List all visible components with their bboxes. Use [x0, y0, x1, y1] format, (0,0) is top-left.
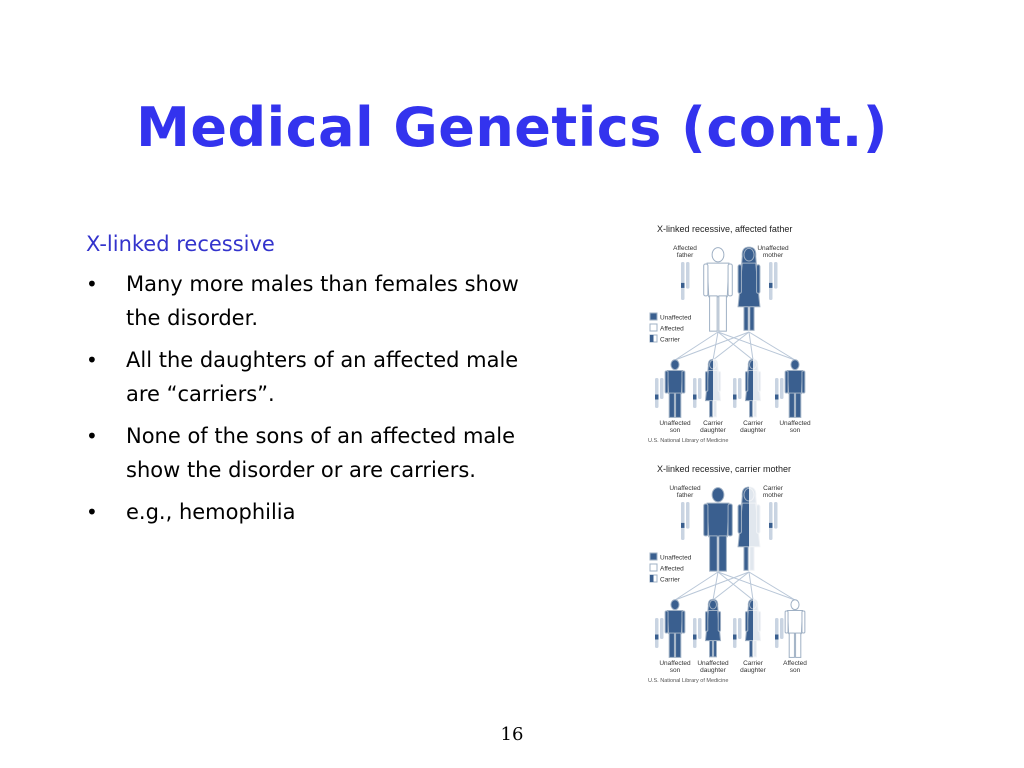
- person-body: [787, 610, 802, 633]
- chromosome: [733, 378, 737, 408]
- person-arm: [682, 371, 685, 393]
- bullet-text: All the daughters of an affected male are “carriers”.: [126, 348, 519, 406]
- person-head: [791, 360, 799, 370]
- bullet-text: None of the sons of an affected male show the disorder or are carriers.: [126, 424, 516, 482]
- parent-chromosomes: [769, 502, 778, 540]
- person-arm: [718, 612, 720, 632]
- person-leg: [744, 547, 748, 571]
- parent-label: mother: [762, 252, 784, 259]
- parent-figure: [704, 248, 733, 332]
- chromosome: [774, 502, 778, 529]
- child-chromosomes: [733, 618, 742, 648]
- child-figure: [745, 599, 761, 658]
- child-label: son: [669, 427, 681, 434]
- legend-swatch: [650, 313, 657, 320]
- carrier-half-overlay: [753, 599, 762, 658]
- parent-figure: [704, 488, 733, 572]
- legend-swatch-half: [650, 575, 654, 582]
- person-body: [667, 370, 682, 393]
- chromosome: [693, 618, 697, 648]
- bullet-item: [86, 419, 526, 487]
- person-head: [712, 488, 724, 502]
- child-figure: [665, 360, 685, 418]
- child-label: son: [669, 667, 681, 674]
- person-arm: [785, 371, 788, 393]
- person-leg: [719, 536, 727, 571]
- child-figure: [705, 599, 720, 656]
- person-leg: [710, 536, 718, 571]
- parent-chromosomes: [769, 262, 778, 300]
- bullet-list: [86, 267, 526, 529]
- chromosome: [660, 618, 664, 639]
- person-arm: [728, 264, 732, 296]
- person-arm: [802, 371, 805, 393]
- person-leg: [669, 633, 674, 657]
- chromosome: [681, 262, 685, 300]
- legend-label: Unaffected: [660, 314, 692, 322]
- chromosome: [738, 618, 742, 639]
- parent-figure: [738, 486, 762, 572]
- person-arm: [704, 504, 708, 536]
- child-figure: [665, 600, 685, 658]
- pedigree-figure-affected-father: [645, 220, 820, 456]
- inheritance-line: [713, 332, 718, 360]
- person-head: [712, 248, 724, 262]
- person-arm: [705, 372, 707, 392]
- bullet-item: [86, 343, 526, 411]
- legend-label: Unaffected: [660, 554, 692, 562]
- child-figure: [745, 359, 761, 418]
- person-head: [671, 600, 679, 610]
- chromosome: [780, 618, 784, 639]
- legend-swatch: [650, 553, 657, 560]
- legend-swatch: [650, 564, 657, 571]
- chromosome-band: [775, 395, 779, 400]
- chromosome-band: [655, 395, 659, 400]
- inheritance-line: [718, 332, 753, 360]
- person-head: [791, 600, 799, 610]
- parent-label: Unaffected: [669, 485, 701, 492]
- chromosome: [780, 378, 784, 399]
- person-leg: [750, 307, 754, 331]
- pedigree-diagram: [645, 460, 820, 692]
- person-leg: [714, 641, 717, 657]
- chromosome: [686, 502, 690, 529]
- legend-label: Carrier: [660, 336, 680, 344]
- chromosome: [655, 378, 659, 408]
- bullet-glyph: •: [86, 348, 98, 372]
- child-label: Carrier: [743, 660, 763, 667]
- child-label: Carrier: [743, 420, 763, 427]
- chromosome-band: [769, 283, 773, 288]
- person-head: [710, 600, 717, 609]
- legend-swatch-half: [650, 335, 654, 342]
- child-figure: [705, 359, 721, 418]
- child-label: Unaffected: [659, 660, 691, 667]
- pedigree-diagram: [645, 220, 820, 452]
- person-arm: [665, 371, 668, 393]
- chromosome: [698, 618, 702, 639]
- child-chromosomes: [655, 618, 664, 648]
- person-leg: [796, 633, 801, 657]
- parent-label: father: [676, 492, 694, 499]
- person-arm: [738, 505, 741, 534]
- person-leg: [676, 393, 681, 417]
- person-arm: [728, 504, 732, 536]
- person-body: [707, 503, 729, 537]
- parent-label: Carrier: [763, 485, 783, 492]
- figure-credit: U.S. National Library of Medicine: [648, 678, 729, 684]
- chromosome: [693, 378, 697, 408]
- parent-figure: [738, 247, 760, 330]
- child-figure: [785, 600, 805, 658]
- inheritance-line: [749, 572, 753, 600]
- child-label: daughter: [740, 427, 766, 434]
- parent-chromosomes: [681, 262, 690, 300]
- chromosome: [775, 618, 779, 648]
- figure-credit: U.S. National Library of Medicine: [648, 438, 729, 444]
- bullet-text: e.g., hemophilia: [126, 500, 296, 524]
- person-arm: [745, 372, 747, 392]
- chromosome: [769, 502, 773, 540]
- parent-label: Affected: [673, 245, 697, 252]
- person-leg: [796, 393, 801, 417]
- bullet-glyph: •: [86, 272, 98, 296]
- bullet-item: [86, 495, 526, 529]
- person-arm: [705, 612, 707, 632]
- slide-title: Medical Genetics (cont.): [136, 96, 888, 159]
- child-chromosomes: [775, 618, 784, 648]
- chromosome: [660, 378, 664, 399]
- child-label: daughter: [700, 667, 726, 674]
- parent-label: mother: [762, 492, 784, 499]
- child-chromosomes: [693, 618, 702, 648]
- person-arm: [682, 611, 685, 633]
- bullet-text: Many more males than females show the disorder.: [126, 272, 519, 330]
- chromosome-band: [775, 635, 779, 640]
- chromosome: [738, 378, 742, 399]
- legend-label: Affected: [660, 325, 684, 333]
- subheading: X-linked recessive: [86, 232, 275, 256]
- person-leg: [789, 393, 794, 417]
- person-head: [671, 360, 679, 370]
- child-label: Carrier: [703, 420, 723, 427]
- figure-title: X-linked recessive, carrier mother: [657, 464, 792, 474]
- person-leg: [710, 296, 718, 331]
- child-label: daughter: [700, 427, 726, 434]
- child-figure: [785, 360, 805, 418]
- person-leg: [719, 296, 727, 331]
- inheritance-line: [713, 572, 718, 600]
- person-body: [667, 610, 682, 633]
- person-leg: [710, 641, 713, 657]
- person-body: [787, 370, 802, 393]
- person-leg: [750, 641, 753, 657]
- chromosome: [681, 502, 685, 540]
- carrier-half-overlay: [749, 486, 762, 572]
- slide-body: [86, 229, 526, 537]
- child-chromosomes: [733, 378, 742, 408]
- inheritance-line: [749, 332, 753, 360]
- parent-label: father: [676, 252, 694, 259]
- person-body: [707, 263, 729, 297]
- person-leg: [744, 307, 748, 331]
- chromosome: [769, 262, 773, 300]
- person-leg: [750, 401, 753, 417]
- person-arm: [738, 265, 741, 294]
- chromosome: [686, 262, 690, 289]
- chromosome: [655, 618, 659, 648]
- legend-label: Affected: [660, 565, 684, 573]
- inheritance-line: [718, 572, 753, 600]
- person-arm: [802, 611, 805, 633]
- child-label: daughter: [740, 667, 766, 674]
- chromosome: [698, 378, 702, 399]
- person-arm: [757, 265, 760, 294]
- carrier-half-overlay: [713, 359, 722, 418]
- chromosome-band: [655, 635, 659, 640]
- bullet-glyph: •: [86, 500, 98, 524]
- person-arm: [745, 612, 747, 632]
- child-chromosomes: [655, 378, 664, 408]
- chromosome-band: [681, 283, 685, 288]
- legend-label: Carrier: [660, 576, 680, 584]
- child-label: Unaffected: [779, 420, 811, 427]
- child-label: Affected: [783, 660, 807, 667]
- chromosome-band: [693, 395, 697, 400]
- figure-title: X-linked recessive, affected father: [657, 224, 793, 234]
- person-arm: [665, 611, 668, 633]
- person-leg: [789, 633, 794, 657]
- legend-swatch: [650, 324, 657, 331]
- chromosome-band: [681, 523, 685, 528]
- bullet-glyph: •: [86, 424, 98, 448]
- chromosome-band: [733, 395, 737, 400]
- page-number: 16: [500, 724, 524, 745]
- child-label: son: [789, 667, 801, 674]
- person-leg: [669, 393, 674, 417]
- chromosome-band: [693, 635, 697, 640]
- carrier-half-overlay: [753, 359, 762, 418]
- parent-chromosomes: [681, 502, 690, 540]
- person-arm: [785, 611, 788, 633]
- chromosome: [775, 378, 779, 408]
- child-label: son: [789, 427, 801, 434]
- child-chromosomes: [775, 378, 784, 408]
- chromosome-band: [733, 635, 737, 640]
- bullet-item: [86, 267, 526, 335]
- pedigree-figure-carrier-mother: [645, 460, 820, 696]
- parent-label: Unaffected: [757, 245, 789, 252]
- person-head: [744, 248, 754, 261]
- person-arm: [704, 264, 708, 296]
- child-label: Unaffected: [659, 420, 691, 427]
- person-leg: [676, 633, 681, 657]
- chromosome: [733, 618, 737, 648]
- child-label: Unaffected: [697, 660, 729, 667]
- chromosome-band: [769, 523, 773, 528]
- chromosome: [774, 262, 778, 289]
- child-chromosomes: [693, 378, 702, 408]
- person-leg: [710, 401, 713, 417]
